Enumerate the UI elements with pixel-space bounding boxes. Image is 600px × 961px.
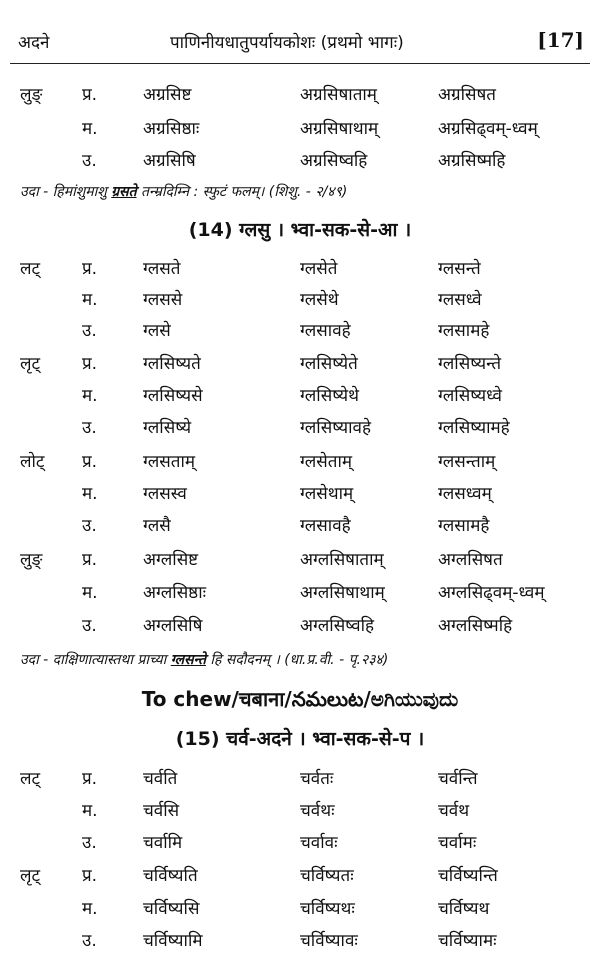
example-citation: [20, 650, 388, 669]
form-dual: चर्वावः: [300, 833, 338, 853]
person-label: उ.: [82, 516, 97, 536]
form-dual: अग्लसिषाथाम्: [300, 583, 385, 603]
example-suffix: हि सदौदनम् । (धा.प्र.वी. - पृ.२३४): [205, 652, 389, 668]
form-plural: चर्वन्ति: [438, 769, 478, 789]
conj-row: [0, 928, 600, 958]
form-singular: चर्विष्यसि: [143, 899, 200, 919]
form-plural: ग्लसिष्यन्ते: [438, 354, 502, 374]
conj-row: [0, 863, 600, 893]
person-label: म.: [82, 583, 98, 603]
person-label: उ.: [82, 418, 97, 438]
form-singular: ग्लससे: [143, 290, 183, 310]
form-dual: ग्लसावहे: [300, 321, 351, 341]
person-label: उ.: [82, 931, 97, 951]
form-plural: अग्लसिषत: [438, 550, 503, 570]
section-title-15: (15) चर्व-अदने । भ्वा-सक-से-प ।: [175, 728, 425, 750]
form-singular: चर्विष्यति: [143, 866, 198, 886]
section-title-14: (14) ग्लसु । भ्वा-सक-से-आ ।: [188, 219, 412, 241]
form-plural: चर्वामः: [438, 833, 477, 853]
conj-row: [0, 287, 600, 317]
conj-row: [0, 148, 600, 178]
form-singular: अग्लसिषि: [143, 616, 203, 636]
header-rule: [10, 63, 590, 64]
form-singular: अग्रसिष्ठाः: [143, 119, 200, 139]
person-label: उ.: [82, 616, 97, 636]
form-plural: ग्लसध्वम्: [438, 484, 492, 504]
form-singular: ग्लसिष्यते: [143, 354, 201, 374]
form-plural: ग्लसामहे: [438, 321, 490, 341]
form-plural: ग्लसन्ताम्: [438, 452, 496, 472]
header-left: अदने: [18, 33, 50, 53]
form-singular: ग्लसिष्ये: [143, 418, 192, 438]
conj-row: [0, 318, 600, 348]
form-plural: चर्विष्यथ: [438, 899, 490, 919]
form-singular: अग्लसिष्ठाः: [143, 583, 207, 603]
form-singular: अग्रसिष्ट: [143, 85, 192, 105]
conj-row: [0, 82, 600, 112]
form-dual: अग्रसिष्वहि: [300, 151, 368, 171]
form-dual: चर्विष्यथः: [300, 899, 355, 919]
form-plural: अग्रसिषत: [438, 85, 496, 105]
tense-label: लोट्: [20, 452, 45, 472]
form-singular: चर्वसि: [143, 801, 180, 821]
person-label: प्र.: [82, 259, 98, 279]
person-label: म.: [82, 801, 98, 821]
conj-row: [0, 766, 600, 796]
form-dual: चर्वतः: [300, 769, 334, 789]
page-header: [10, 4, 590, 64]
form-plural: चर्विष्यन्ति: [438, 866, 498, 886]
form-dual: अग्रसिषाताम्: [300, 85, 377, 105]
conj-row: [0, 798, 600, 828]
person-label: उ.: [82, 151, 97, 171]
tense-label: लृट्: [20, 354, 41, 374]
form-singular: ग्लसिष्यसे: [143, 386, 203, 406]
person-label: म.: [82, 290, 98, 310]
conj-row: [0, 830, 600, 860]
person-label: प्र.: [82, 354, 98, 374]
example-prefix: उदा - दाक्षिणात्यास्तथा प्राच्या: [20, 652, 171, 668]
example-suffix: तन्म्रदिम्नि : स्फुटं फलम्। (शिशु. - २/४९): [136, 184, 348, 200]
person-label: म.: [82, 386, 98, 406]
conj-row: [0, 383, 600, 413]
form-dual: ग्लसिष्येते: [300, 354, 358, 374]
form-singular: चर्विष्यामि: [143, 931, 203, 951]
form-singular: ग्लसे: [143, 321, 171, 341]
tense-label: लट्: [20, 259, 41, 279]
conj-row: [0, 481, 600, 511]
person-label: म.: [82, 119, 98, 139]
form-singular: ग्लसस्व: [143, 484, 187, 504]
form-dual: ग्लसेते: [300, 259, 338, 279]
form-plural: ग्लसामहै: [438, 516, 490, 536]
conj-row: [0, 613, 600, 643]
person-label: उ.: [82, 321, 97, 341]
form-dual: ग्लसेताम्: [300, 452, 353, 472]
form-plural: ग्लसध्वे: [438, 290, 482, 310]
conj-row: [0, 351, 600, 381]
form-dual: ग्लसेथाम्: [300, 484, 354, 504]
form-singular: ग्लसै: [143, 516, 171, 536]
conj-row: [0, 513, 600, 543]
conj-row: [0, 116, 600, 146]
example-keyword: ग्रसते: [111, 184, 137, 200]
form-singular: चर्वति: [143, 769, 178, 789]
form-singular: ग्लसते: [143, 259, 181, 279]
form-plural: अग्लसिढ्वम्-ध्वम्: [438, 583, 545, 603]
form-plural: चर्वथ: [438, 801, 470, 821]
form-plural: अग्रसिढ्वम्-ध्वम्: [438, 119, 538, 139]
form-plural: अग्लसिष्महि: [438, 616, 513, 636]
form-singular: अग्रसिषि: [143, 151, 196, 171]
header-title: पाणिनीयधातुपर्यायकोशः (प्रथमो भागः): [170, 33, 404, 53]
person-label: उ.: [82, 833, 97, 853]
conj-row: [0, 415, 600, 445]
example-citation: [20, 182, 347, 201]
person-label: म.: [82, 484, 98, 504]
person-label: प्र.: [82, 452, 98, 472]
conj-row: [0, 449, 600, 479]
tense-label: लृट्: [20, 866, 41, 886]
conj-row: [0, 547, 600, 577]
form-dual: चर्वथः: [300, 801, 335, 821]
form-singular: अग्लसिष्ट: [143, 550, 199, 570]
tense-label: लुङ्: [20, 85, 43, 105]
form-singular: ग्लसताम्: [143, 452, 196, 472]
form-dual: ग्लसिष्यावहे: [300, 418, 371, 438]
form-plural: अग्रसिष्महि: [438, 151, 506, 171]
person-label: म.: [82, 899, 98, 919]
form-plural: ग्लसिष्यामहे: [438, 418, 510, 438]
conj-row: [0, 256, 600, 286]
form-dual: अग्लसिषाताम्: [300, 550, 384, 570]
form-singular: चर्वामि: [143, 833, 183, 853]
meaning-heading: To chew/चबाना/నమలుట/ಅಗಿಯುವುದು: [141, 687, 459, 711]
page-number: [17]: [537, 28, 584, 52]
example-prefix: उदा - हिमांशुमाशु: [20, 184, 112, 200]
conj-row: [0, 896, 600, 926]
person-label: प्र.: [82, 550, 98, 570]
person-label: प्र.: [82, 769, 98, 789]
person-label: प्र.: [82, 85, 98, 105]
form-plural: ग्लसन्ते: [438, 259, 481, 279]
conj-row: [0, 580, 600, 610]
example-keyword: ग्लसन्ते: [170, 652, 206, 668]
form-dual: ग्लसेथे: [300, 290, 339, 310]
form-plural: ग्लसिष्यध्वे: [438, 386, 502, 406]
tense-label: लट्: [20, 769, 41, 789]
form-dual: चर्विष्यतः: [300, 866, 354, 886]
tense-label: लुङ्: [20, 550, 43, 570]
form-plural: चर्विष्यामः: [438, 931, 497, 951]
form-dual: अग्लसिष्वहि: [300, 616, 375, 636]
form-dual: ग्लसावहै: [300, 516, 351, 536]
form-dual: अग्रसिषाथाम्: [300, 119, 379, 139]
person-label: प्र.: [82, 866, 98, 886]
form-dual: ग्लसिष्येथे: [300, 386, 359, 406]
form-dual: चर्विष्यावः: [300, 931, 358, 951]
